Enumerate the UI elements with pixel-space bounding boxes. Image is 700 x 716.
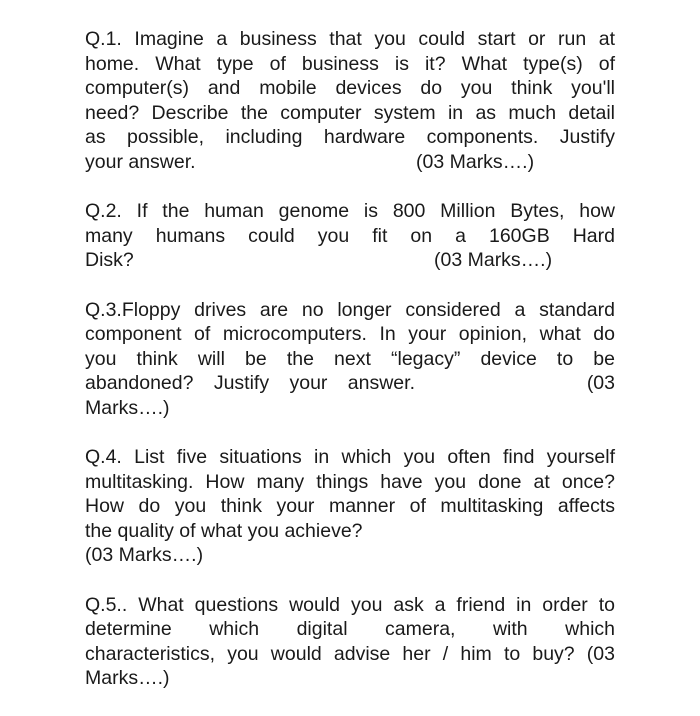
question-2-line-3 <box>85 248 615 273</box>
question-1-marks: (03 Marks….) <box>416 150 535 173</box>
assignment-page <box>85 27 615 716</box>
question-1-line-1: Q.1. Imagine a business that you could start or run at <box>85 28 615 50</box>
question-4-line-2: multitasking. How many things have you done at once? <box>85 470 615 493</box>
question-1-line-6 <box>85 150 615 175</box>
question-2-last-text: Disk? <box>85 249 134 272</box>
question-4-line-1: Q.4. List five situations in which you often find yourself <box>85 446 615 469</box>
question-3-line-3: you think will be the next “legacy” device to be <box>85 347 615 370</box>
question-4-line-3: How do you think your manner of multitasking affects <box>85 495 615 518</box>
question-1-line-3: computer(s) and mobile devices do you think you'll <box>85 77 615 100</box>
question-2-marks: (03 Marks….) <box>434 249 553 272</box>
question-1-line-5: as possible, including hardware components. Justify <box>85 126 615 149</box>
question-1-last-text: your answer. <box>85 150 196 173</box>
question-5-line-1: Q.5.. What questions would you ask a friend in order to <box>85 593 615 616</box>
question-5 <box>85 593 615 691</box>
question-3-line-4-marks: (03 <box>586 372 615 395</box>
question-3 <box>85 298 615 421</box>
question-3-line-2: component of microcomputers. In your opinion, what do <box>85 323 615 346</box>
question-3-line-4-text: abandoned? Justify your answer. <box>85 372 415 395</box>
question-5-line-2: determine which digital camera, with which <box>85 618 615 641</box>
question-5-line-3: characteristics, you would advise her / him to buy? (03 <box>85 642 615 665</box>
question-4-line-5: (03 Marks….) <box>85 544 204 567</box>
question-4 <box>85 445 615 568</box>
question-1-line-2: home. What type of business is it? What type(s) of <box>85 52 615 75</box>
question-3-line-4 <box>85 371 615 396</box>
question-2 <box>85 199 615 273</box>
question-3-line-1: Q.3.Floppy drives are no longer considered a standard <box>85 298 615 321</box>
question-4-line-4: the quality of what you achieve? <box>85 519 363 542</box>
question-2-line-1: Q.2. If the human genome is 800 Million Bytes, how <box>85 200 615 223</box>
question-1 <box>85 27 615 175</box>
question-1-line-4: need? Describe the computer system in as much detail <box>85 101 615 124</box>
question-3-line-5: Marks….) <box>85 396 170 419</box>
question-2-line-2: many humans could you fit on a 160GB Hard <box>85 224 615 247</box>
question-5-line-4: Marks….) <box>85 667 170 690</box>
